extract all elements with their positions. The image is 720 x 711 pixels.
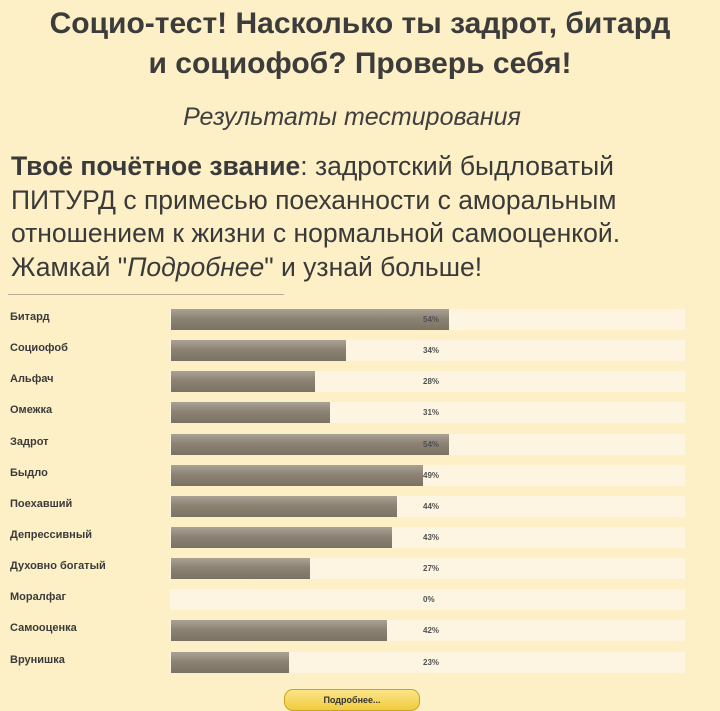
stat-label: Социофоб bbox=[10, 342, 68, 355]
stat-bar-fill bbox=[171, 527, 392, 548]
stat-row bbox=[0, 524, 720, 555]
stat-percent: 54% bbox=[423, 315, 440, 324]
stat-label: Быдло bbox=[10, 466, 48, 479]
stat-bar-track bbox=[170, 527, 685, 548]
stat-percent: 0% bbox=[423, 595, 435, 605]
stat-bar-track bbox=[170, 340, 685, 361]
stat-bar-track bbox=[170, 589, 685, 610]
stat-bar-fill bbox=[171, 558, 310, 579]
stat-bar-fill bbox=[171, 371, 315, 392]
stat-row bbox=[0, 306, 720, 337]
stat-bar-fill bbox=[171, 620, 387, 641]
stat-bar-track bbox=[170, 402, 685, 423]
stat-row bbox=[0, 649, 720, 680]
more-word: Подробнее bbox=[127, 251, 265, 282]
stat-bar-fill bbox=[171, 434, 449, 455]
stat-bar-fill bbox=[171, 340, 346, 361]
stat-bar-track bbox=[170, 465, 685, 486]
stat-percent: 43% bbox=[423, 532, 440, 542]
stat-label: Поехавший bbox=[10, 497, 73, 510]
stat-label: Депрессивный bbox=[10, 528, 92, 541]
stat-row bbox=[0, 586, 720, 617]
results-subtitle: Результаты тестирования bbox=[183, 103, 521, 131]
stat-percent: 28% bbox=[423, 377, 440, 387]
rank-text: : задротский быдловатый ПИТУРД с примесью поеханности с аморальным отношением к жизни с нормальной самооценкой. Жамкай " bbox=[11, 151, 621, 282]
stat-percent: 42% bbox=[423, 626, 440, 636]
stat-row bbox=[0, 617, 720, 648]
stat-row bbox=[0, 368, 720, 399]
stat-bar-fill bbox=[171, 402, 330, 423]
stat-row bbox=[0, 399, 720, 430]
title-line-2: и социофоб? Проверь себя! bbox=[148, 47, 572, 80]
stat-row bbox=[0, 337, 720, 368]
stat-percent: 49% bbox=[423, 470, 440, 480]
stat-bar-track bbox=[170, 558, 685, 579]
stat-label: Альфач bbox=[10, 373, 54, 386]
stat-row bbox=[0, 462, 720, 493]
result-text bbox=[11, 150, 711, 284]
stat-bar-track bbox=[170, 434, 685, 455]
stat-row bbox=[0, 555, 720, 586]
stat-percent: 34% bbox=[423, 346, 440, 356]
stat-label: Битард bbox=[10, 311, 50, 323]
stat-row bbox=[0, 431, 720, 462]
stat-label: Омежка bbox=[10, 404, 53, 417]
rank-label: Твоё почётное звание bbox=[11, 151, 301, 181]
stat-percent: 31% bbox=[423, 408, 440, 418]
stat-bar-track bbox=[170, 371, 685, 392]
stat-bar-track bbox=[170, 496, 685, 517]
stat-bar-fill bbox=[171, 652, 289, 673]
stat-bar-track bbox=[170, 652, 685, 673]
divider bbox=[8, 294, 284, 295]
more-button[interactable]: Подробнее... bbox=[284, 689, 420, 711]
stat-percent: 23% bbox=[423, 657, 440, 667]
stat-bar-track bbox=[170, 620, 685, 641]
stat-bar-track bbox=[170, 309, 685, 330]
stat-label: Моралфаг bbox=[10, 591, 67, 604]
title-line-1: Социо-тест! Насколько ты задрот, битард bbox=[49, 7, 671, 40]
stat-percent: 27% bbox=[423, 564, 440, 574]
stat-percent: 44% bbox=[423, 501, 440, 511]
stat-label: Задрот bbox=[10, 435, 49, 448]
stat-bar-fill bbox=[171, 309, 449, 330]
stat-percent: 54% bbox=[423, 439, 440, 449]
page-title bbox=[0, 4, 720, 84]
stat-label: Самооценка bbox=[10, 622, 77, 635]
tail-text: " и узнай больше! bbox=[264, 251, 483, 282]
stat-bar-fill bbox=[171, 465, 423, 486]
stat-bar-fill bbox=[171, 496, 397, 517]
stat-label: Врунишка bbox=[10, 653, 65, 666]
stat-row bbox=[0, 493, 720, 524]
stats-list bbox=[0, 306, 720, 680]
stat-label: Духовно богатый bbox=[10, 560, 106, 573]
